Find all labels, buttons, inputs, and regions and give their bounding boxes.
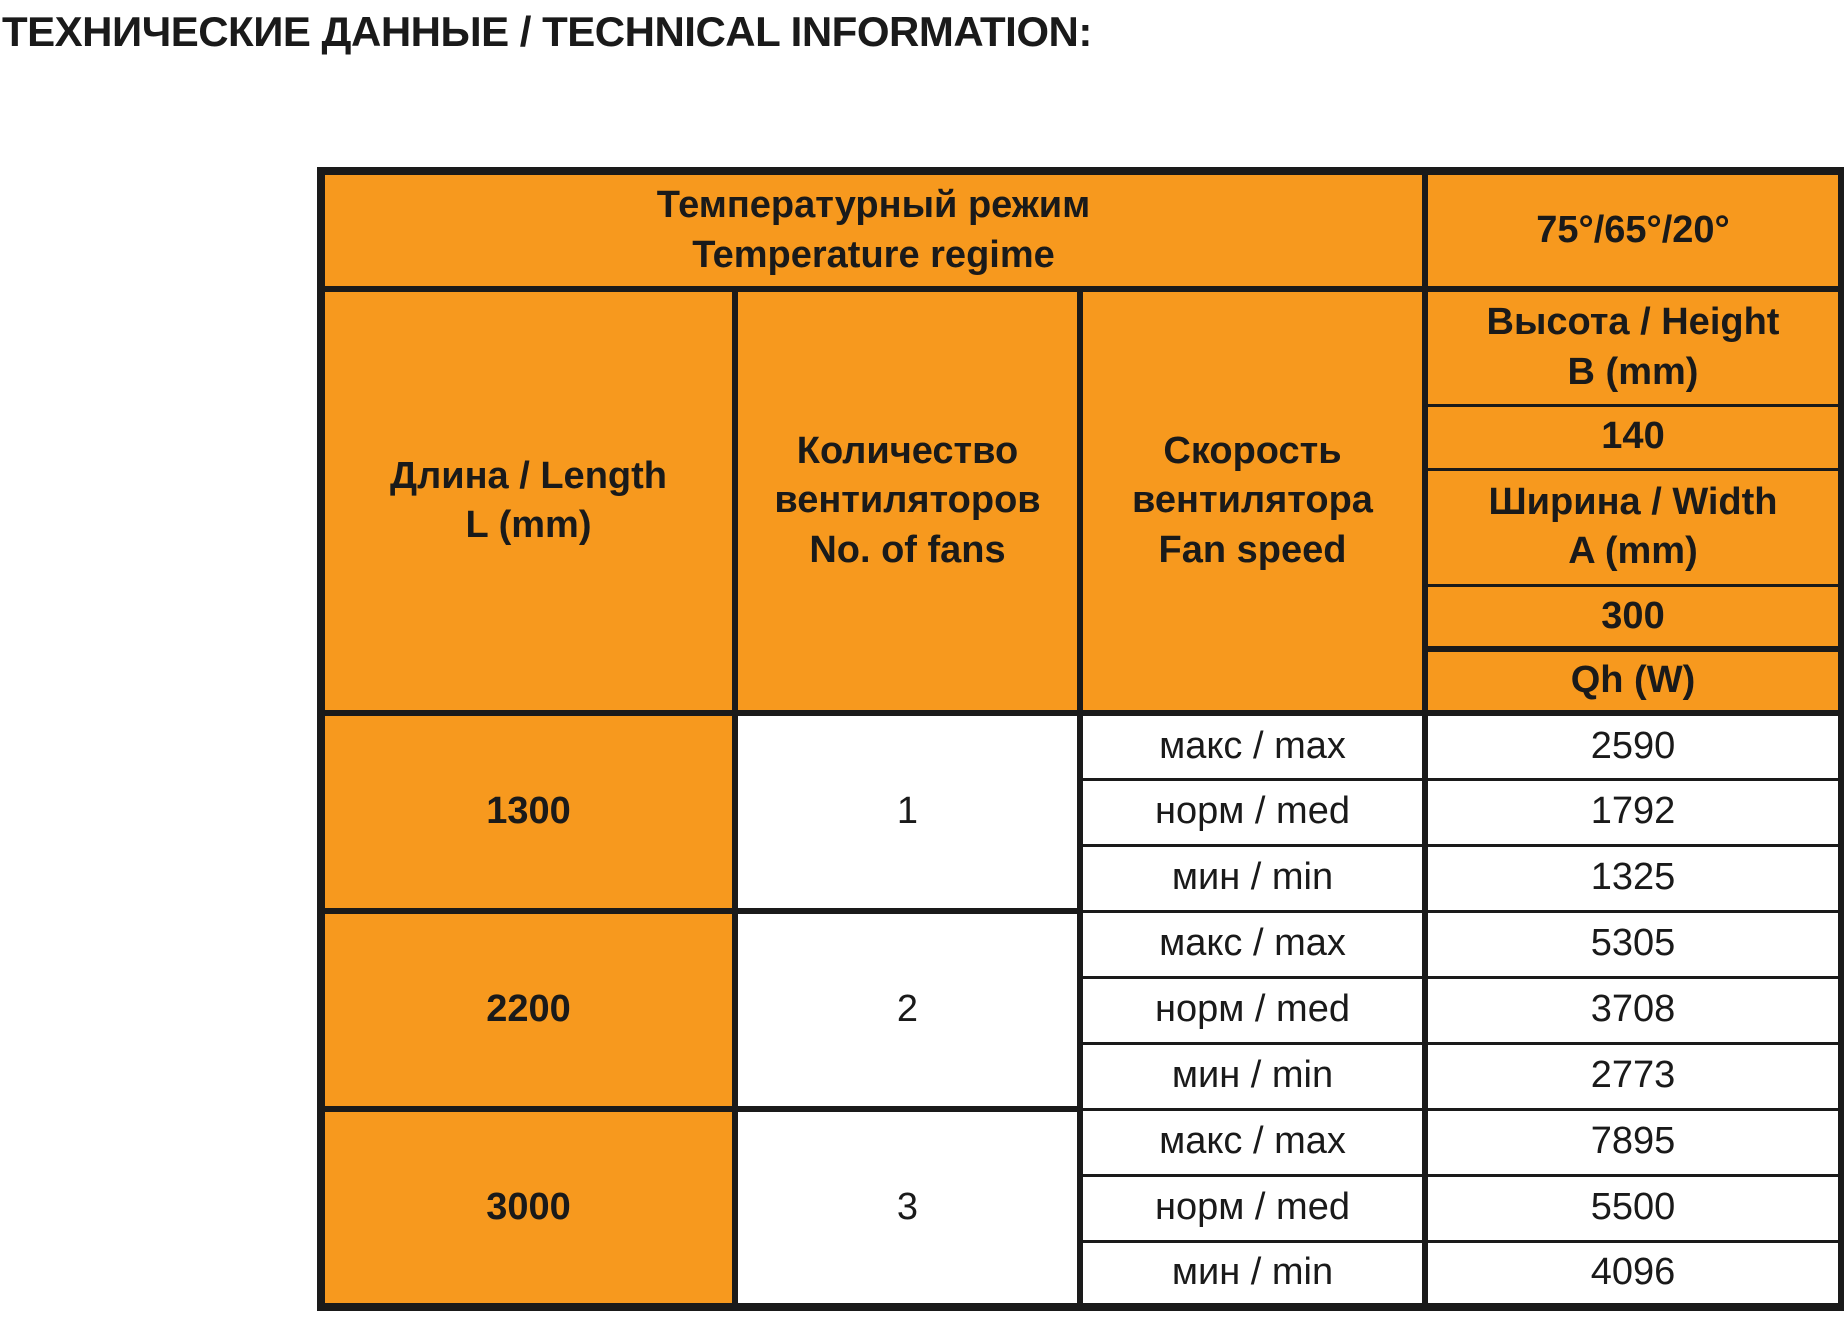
speed-header xyxy=(1080,289,1425,713)
width-value: 300 xyxy=(1425,585,1842,649)
speed-cell: мин / min xyxy=(1080,1043,1425,1109)
qh-cell: 1325 xyxy=(1425,845,1842,911)
length-cell: 1300 xyxy=(321,713,735,911)
page-title: ТЕХНИЧЕСКИЕ ДАННЫЕ / TECHNICAL INFORMATION: xyxy=(2,8,1092,55)
table-row xyxy=(321,1109,1842,1175)
width-header-line2: A (mm) xyxy=(1568,530,1698,572)
speed-cell: макс / max xyxy=(1080,911,1425,977)
height-header xyxy=(1425,289,1842,405)
fans-cell: 3 xyxy=(735,1109,1080,1307)
header-row xyxy=(321,289,1842,405)
table-row xyxy=(321,713,1842,779)
fans-header-line3: No. of fans xyxy=(809,528,1006,571)
table-row xyxy=(321,911,1842,977)
speed-cell: норм / med xyxy=(1080,1175,1425,1241)
length-header-line2: L (mm) xyxy=(465,504,592,546)
speed-cell: мин / min xyxy=(1080,1241,1425,1307)
temperature-regime-value: 75°/65°/20° xyxy=(1425,171,1842,289)
speed-header-line3: Fan speed xyxy=(1158,528,1347,571)
qh-cell: 2773 xyxy=(1425,1043,1842,1109)
speed-cell: норм / med xyxy=(1080,779,1425,845)
temperature-regime-en: Temperature regime xyxy=(692,233,1055,276)
speed-cell: мин / min xyxy=(1080,845,1425,911)
qh-cell: 2590 xyxy=(1425,713,1842,779)
speed-header-line2: вентилятора xyxy=(1132,479,1373,522)
width-header xyxy=(1425,469,1842,585)
qh-cell: 4096 xyxy=(1425,1241,1842,1307)
qh-cell: 5500 xyxy=(1425,1175,1842,1241)
qh-cell: 5305 xyxy=(1425,911,1842,977)
speed-cell: макс / max xyxy=(1080,1109,1425,1175)
speed-cell: норм / med xyxy=(1080,977,1425,1043)
height-value: 140 xyxy=(1425,405,1842,469)
fans-header-line2: вентиляторов xyxy=(774,479,1041,522)
temperature-regime-ru: Температурный режим xyxy=(656,184,1091,227)
qh-cell: 3708 xyxy=(1425,977,1842,1043)
qh-cell: 7895 xyxy=(1425,1109,1842,1175)
speed-header-line1: Скорость xyxy=(1163,429,1342,472)
fans-header xyxy=(735,289,1080,713)
qh-header: Qh (W) xyxy=(1425,649,1842,713)
width-header-line1: Ширина / Width xyxy=(1488,480,1778,523)
length-header xyxy=(321,289,735,713)
fans-header-line1: Количество xyxy=(796,429,1019,472)
temperature-regime-row xyxy=(321,171,1842,289)
length-header-line1: Длина / Length xyxy=(390,454,667,497)
length-cell: 3000 xyxy=(321,1109,735,1307)
temperature-regime-label xyxy=(321,171,1425,289)
speed-cell: макс / max xyxy=(1080,713,1425,779)
technical-data-table xyxy=(317,167,1844,1311)
qh-cell: 1792 xyxy=(1425,779,1842,845)
length-cell: 2200 xyxy=(321,911,735,1109)
height-header-line1: Высота / Height xyxy=(1486,301,1780,344)
fans-cell: 2 xyxy=(735,911,1080,1109)
fans-cell: 1 xyxy=(735,713,1080,911)
height-header-line2: B (mm) xyxy=(1567,350,1699,393)
